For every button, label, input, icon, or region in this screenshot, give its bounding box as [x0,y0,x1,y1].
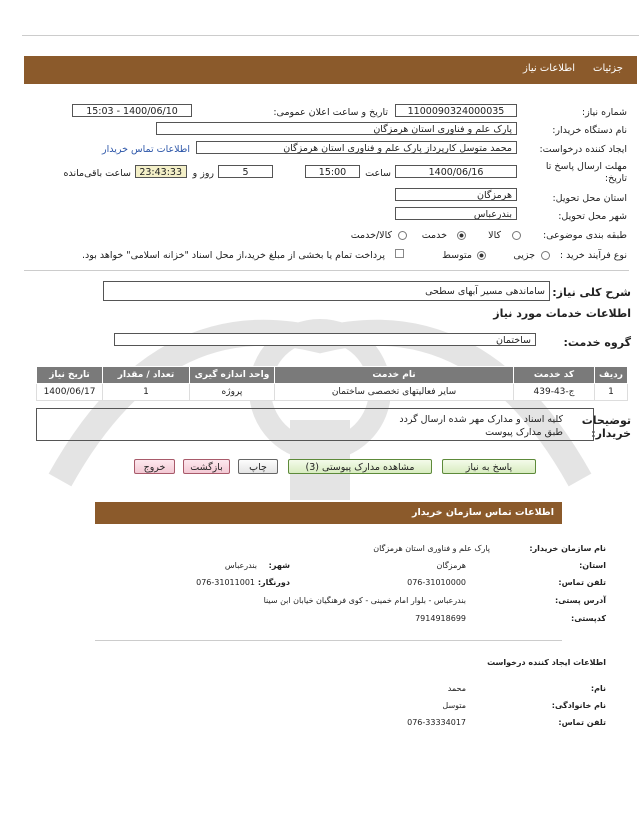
notes-line-1: کلیه اسناد و مدارک مهر شده ارسال گردد [399,414,563,425]
cat-goods-label: کالا [488,230,501,241]
province-label: استان محل تحویل: [552,193,627,204]
service-group-label: گروه خدمت: [563,336,631,349]
remaining-time: 23:43:33 [135,165,187,178]
deadline-time-label: ساعت [365,168,391,179]
proc-partial-radio[interactable] [541,251,550,260]
col-unit: واحد اندازه گیری [190,367,275,384]
buyer-contact-link[interactable]: اطلاعات تماس خریدار [101,144,190,155]
days-field: 5 [218,165,273,178]
creator-label: ایجاد کننده درخواست: [539,144,627,155]
contact-phone: 076-31010000 [407,578,466,587]
section-divider [24,270,629,271]
notes-box [36,408,594,441]
cat-service-label: خدمت [421,230,447,241]
notes-line-2: طبق مدارک پیوست [485,427,563,438]
contact-city-label: شهر: [268,561,290,570]
contact-postal-label: کدپستی: [571,614,606,623]
reply-button[interactable]: پاسخ به نیاز [442,459,536,474]
contact-fax-label: دورنگار: [257,578,290,587]
remaining-label: ساعت باقی‌مانده [63,168,131,179]
deadline-time-field: 15:00 [305,165,360,178]
contact-address: بندرعباس - بلوار امام خمینی - کوی فرهنگیان خیابان ابن سینا [263,596,466,605]
services-table [36,366,628,401]
cat-goods-service-label: کالا/خدمت [350,230,392,241]
contact-header [95,502,562,524]
contact-buyer-name: پارک علم و فناوری استان هرمزگان [373,544,490,553]
need-number-field: 1100090324000035 [395,104,517,117]
attachments-button[interactable]: مشاهده مدارک پیوستی (3) [288,459,432,474]
cell-qty: 1 [103,384,190,401]
back-button[interactable]: بازگشت [183,459,230,474]
notes-label: توضیحات خریدار: [581,414,631,440]
cell-code: ج-43-439 [514,384,595,401]
cat-service-radio[interactable] [457,231,466,240]
creator-field: محمد متوسل کارپرداز پارک علم و فناوری استان هرمزگان [196,141,517,154]
city-field: بندرعباس [395,207,517,220]
contact-fax: 076-31011001 [196,578,255,587]
creator-section-title: اطلاعات ایجاد کننده درخواست [487,658,606,667]
print-button[interactable]: چاپ [238,459,278,474]
services-section-title: اطلاعات خدمات مورد نیاز [493,307,631,320]
contact-province-label: استان: [579,561,606,570]
exit-button[interactable]: خروج [134,459,175,474]
tab-details[interactable]: جزئیات [593,63,623,74]
city-label: شهر محل تحویل: [558,211,627,222]
creator-last-name: متوسل [442,701,466,710]
contact-province: هرمزگان [436,561,466,570]
need-number-label: شماره نیاز: [581,107,627,118]
col-name: نام خدمت [275,367,514,384]
creator-last-name-label: نام خانوادگی: [551,701,606,710]
table-header-row [37,367,628,384]
col-code: کد خدمت [514,367,595,384]
proc-medium-radio[interactable] [477,251,486,260]
cell-date: 1400/06/17 [37,384,103,401]
province-field: هرمزگان [395,188,517,201]
contact-title: اطلاعات تماس سازمان خریدار [411,507,554,518]
category-label: طبقه بندی موضوعی: [542,230,627,241]
deadline-label: مهلت ارسال پاسخ تا تاریخ: [545,161,627,184]
table-row [37,384,628,401]
cell-row: 1 [595,384,628,401]
announce-field: 1400/06/10 - 15:03 [72,104,192,117]
contact-address-label: آدرس پستی: [555,596,606,605]
contact-phone-label: تلفن تماس: [558,578,606,587]
announce-label: تاریخ و ساعت اعلان عمومی: [273,107,388,118]
contact-divider [95,640,562,641]
buyer-org-label: نام دستگاه خریدار: [552,125,627,136]
cell-unit: پروژه [190,384,275,401]
col-qty: تعداد / مقدار [103,367,190,384]
contact-buyer-name-label: نام سازمان خریدار: [529,544,606,553]
process-label: نوع فرآیند خرید : [559,250,627,261]
proc-medium-label: متوسط [442,250,472,261]
cat-goods-service-radio[interactable] [398,231,407,240]
deadline-date-field: 1400/06/16 [395,165,517,178]
contact-city: بندرعباس [224,561,257,570]
days-label: روز و [192,168,214,179]
col-row: ردیف [595,367,628,384]
service-group-field: ساختمان [114,333,536,346]
cat-goods-radio[interactable] [512,231,521,240]
buyer-org-field: پارک علم و فناوری استان هرمزگان [156,122,517,135]
creator-phone: 076-33334017 [407,718,466,727]
summary-field: ساماندهی مسیر آبهای سطحی [103,281,550,301]
payment-note: پرداخت تمام یا بخشی از مبلغ خرید،از محل اسناد "خزانه اسلامی" خواهد بود. [82,250,385,261]
proc-partial-label: جزیی [513,250,535,261]
contact-postal: 7914918699 [415,614,466,623]
creator-first-name: محمد [447,684,466,693]
tab-need-info[interactable]: اطلاعات نیاز [523,63,575,74]
creator-phone-label: تلفن تماس: [558,718,606,727]
col-date: تاریخ نیاز [37,367,103,384]
treasury-checkbox[interactable] [395,249,404,258]
cell-name: سایر فعالیتهای تخصصی ساختمان [275,384,514,401]
creator-first-name-label: نام: [590,684,606,693]
summary-label: شرح کلی نیاز: [552,286,631,299]
page-header [24,56,637,84]
top-divider [22,35,639,36]
